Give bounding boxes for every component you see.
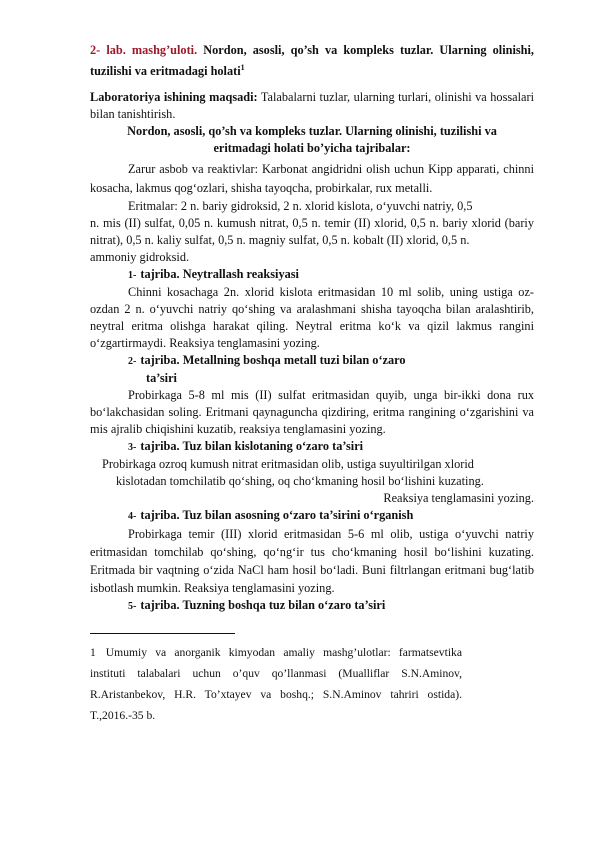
- section-subtitle-line1: Nordon, asosli, qo’sh va kompleks tuzlar. Ularning olinishi, tuzilishi va: [127, 124, 497, 139]
- reagents-line3: ammoniy gidroksid.: [90, 250, 190, 265]
- reagents-line2: n. mis (II) sulfat, 0,05 n. kumush nitrat, 0,5 n. temir (II) xlorid, 0,5 n. bariy xlorid (bariy nitrat), 0,5 n. kaliy sulfat, 0,5 n. magniy sulfat, 0,5 n. kobalt (II) xlorid, 0,5 n.: [90, 216, 534, 248]
- lab-title: Nordon, asosli, qo’sh va kompleks tuzlar. Ularning olinishi, tuzilishi va eritmadagi holati: [90, 43, 535, 79]
- experiment-4-text: Probirkaga temir (III) xlorid eritmasidan 5-6 ml olib, ustiga o‘yuvchi natriy eritmasidan tomchilab qo‘shing, qo‘ng‘ir tus cho‘kmaning hosil bo‘lishini kuzating. Eritmada bir vaqtning o‘zida NaCl ham hosil bo‘ladi. Buni filtrlangan eritmani bug‘latib isbotlash mumkin. Reaksiya tenglamasini yozing.: [90, 527, 534, 596]
- experiment-1-title: 1- tajriba. Neytrallash reaksiyasi: [128, 267, 299, 282]
- aim-label: Laboratoriya ishining maqsadi:: [90, 90, 258, 105]
- experiment-3-text-line3: Reaksiya tenglamasini yozing.: [383, 491, 534, 506]
- experiment-3-text-line1: Probirkaga ozroq kumush nitrat eritmasidan olib, ustiga suyultirilgan xlorid: [102, 457, 474, 472]
- lab-heading: [90, 42, 534, 80]
- document-page: [90, 42, 534, 726]
- experiment-5-number: 5-: [128, 601, 137, 613]
- footnote-mark: 1: [90, 646, 96, 660]
- reagents-line1: Eritmalar: 2 n. bariy gidroksid, 2 n. xlorid kislota, o‘yuvchi natriy, 0,5: [128, 199, 473, 214]
- experiment-1-text: Chinni kosachaga 2n. xlorid kislota eritmasidan 10 ml solib, uning ustiga oz- ozdan 2 n. o‘yuvchi natriy qo‘shing va aralashmani shisha tayoqcha bilan aralashtirib, neytral eritma olishga harakat qiling. Neytral eritma ko‘k va qizil lakmus rangini o‘zgartirmaydi. Reaksiya tenglamasini yozing.: [90, 285, 534, 351]
- lab-label: lab. mashg’uloti.: [106, 43, 198, 57]
- experiment-3-text-line2: kislotadan tomchilatib qo‘shing, oq cho‘kmaning hosil bo‘lishini kuzating.: [116, 474, 484, 489]
- aim-text: Talabalarni tuzlar, ularning turlari, olinishi va hossalari bilan tanishtirish.: [90, 90, 534, 122]
- experiment-2-title: 2- tajriba. Metallning boshqa metall tuzi bilan o‘zaro: [128, 353, 406, 368]
- footnote-divider: [90, 633, 235, 634]
- experiment-3-title: 3- tajriba. Tuz bilan kislotaning o‘zaro ta’siri: [128, 439, 364, 454]
- experiment-1-number: 1-: [128, 270, 137, 282]
- experiment-3-number: 3-: [128, 442, 137, 454]
- aim-paragraph: [90, 89, 534, 123]
- equipment-paragraph: Zarur asbob va reaktivlar: Karbonat angidridni olish uchun Kipp apparati, chinni kosacha, lakmus qog‘ozlari, shisha tayoqcha, probirkalar, rux metalli.: [90, 162, 534, 196]
- experiment-5-title: 5- tajriba. Tuzning boshqa tuz bilan o‘zaro ta’siri: [128, 598, 386, 613]
- footnote: [90, 642, 462, 726]
- experiment-2-title-cont: ta’siri: [146, 371, 177, 386]
- footnote-reference: 1: [240, 63, 245, 72]
- experiment-4-title: 4- tajriba. Tuz bilan asosning o‘zaro ta’sirini o‘rganish: [128, 508, 414, 523]
- experiment-4-number: 4-: [128, 511, 137, 523]
- section-subtitle-line2: eritmadagi holati bo’yicha tajribalar:: [213, 141, 411, 156]
- footnote-text: Umumiy va anorganik kimyodan amaliy mashg’ulotlar: farmatsevtika instituti talabalari uchun o’quv qo’llanmasi (Mualliflar S.N.Aminov, R.Aristanbekov, H.R. To’xtayev va boshq.; S.N.Aminov tahriri ostida). T.,2016.-35 b.: [90, 646, 462, 723]
- lab-number: 2-: [90, 43, 101, 57]
- experiment-2-number: 2-: [128, 356, 137, 368]
- experiment-2-text: Probirkaga 5-8 ml mis (II) sulfat eritmasidan quyib, unga bir-ikki dona rux bo‘lakchasidan soling. Eritmani qaynaguncha qizdiring, eritma rangining o‘zgarishini va mis ajralib chiqishini kuzatib, reaksiya tenglamasini yozing.: [90, 388, 534, 437]
